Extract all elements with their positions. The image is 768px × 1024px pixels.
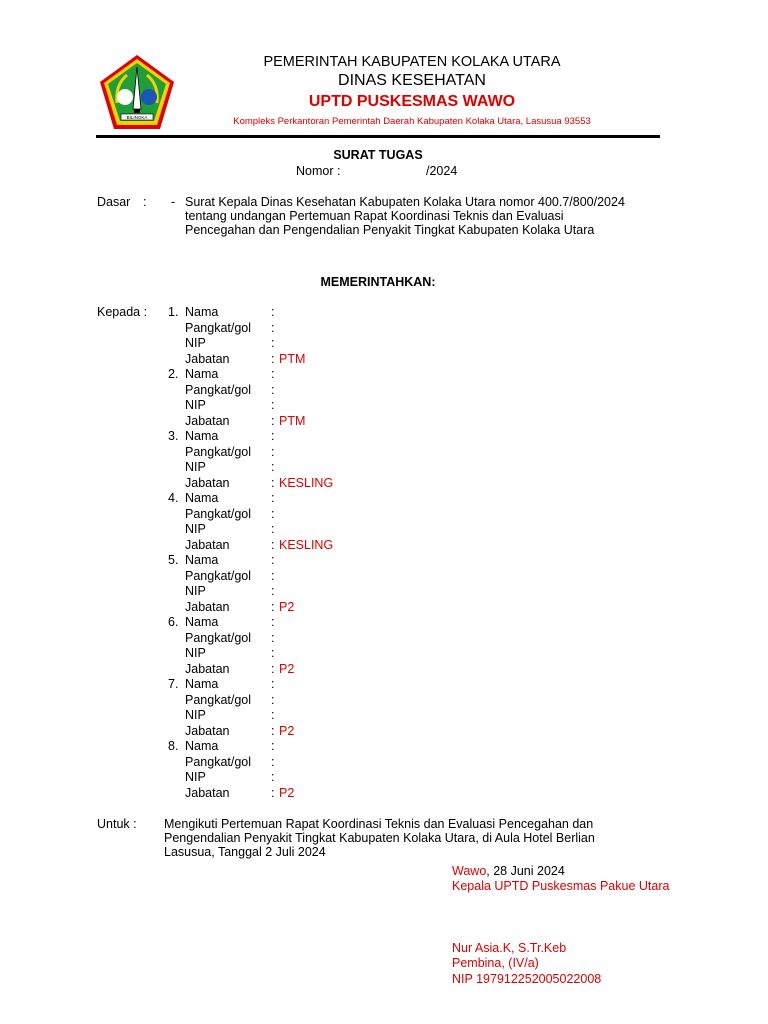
person-field-colon: :: [271, 506, 275, 521]
person-field-colon: :: [271, 367, 275, 381]
person-field-label: Nama: [185, 553, 219, 567]
person-field-label: Nama: [185, 677, 219, 691]
person-jabatan-value: PTM: [279, 413, 306, 428]
signature-name: Nur Asia.K, S.Tr.Keb: [452, 941, 567, 955]
person-number: 3.: [168, 429, 179, 443]
person-field-colon: :: [271, 708, 275, 722]
person-field-label: Nama: [185, 491, 219, 505]
untuk-label: Untuk :: [97, 817, 137, 831]
person-field-colon: :: [271, 351, 275, 366]
command-heading: MEMERINTAHKAN:: [320, 275, 436, 289]
person-jabatan-value: P2: [279, 599, 295, 614]
person-field-colon: :: [271, 646, 275, 660]
person-number: 5.: [168, 553, 179, 567]
person-field-label: Nama: [185, 615, 219, 629]
person-field-colon: :: [271, 429, 275, 443]
person-field-colon: :: [271, 723, 275, 738]
person-number: 8.: [168, 739, 179, 753]
person-field-label: Nama: [185, 429, 219, 443]
person-field-colon: :: [271, 336, 275, 350]
person-field-colon: :: [271, 770, 275, 784]
person-field-label: Pangkat/gol: [185, 382, 252, 397]
dasar-label: Dasar: [97, 195, 131, 209]
person-field-label: NIP: [185, 336, 206, 350]
person-field-label: NIP: [185, 398, 206, 412]
person-field-label: Jabatan: [185, 785, 230, 800]
person-field-label: Pangkat/gol: [185, 692, 252, 707]
person-field-colon: :: [271, 475, 275, 490]
person-jabatan-value: P2: [279, 785, 295, 800]
person-field-label: Jabatan: [185, 413, 230, 428]
dasar-line: Pencegahan dan Pengendalian Penyakit Tingkat Kabupaten Kolaka Utara: [185, 223, 595, 237]
person-field-colon: :: [271, 677, 275, 691]
person-jabatan-value: KESLING: [279, 475, 334, 490]
person-field-colon: :: [271, 568, 275, 583]
header-unit: UPTD PUSKESMAS WAWO: [308, 93, 516, 110]
person-field-label: NIP: [185, 770, 206, 784]
person-field-colon: :: [271, 491, 275, 505]
person-field-label: NIP: [185, 708, 206, 722]
person-field-label: NIP: [185, 584, 206, 598]
person-field-label: Jabatan: [185, 475, 230, 490]
signature-nip: NIP 197912252005022008: [452, 972, 602, 986]
signature-place: Wawo: [452, 864, 487, 878]
nomor-label: Nomor :: [296, 164, 341, 178]
letter-title: SURAT TUGAS: [333, 148, 423, 162]
person-field-label: NIP: [185, 646, 206, 660]
person-field-label: NIP: [185, 460, 206, 474]
person-field-label: Pangkat/gol: [185, 444, 252, 459]
person-field-colon: :: [271, 444, 275, 459]
person-jabatan-value: P2: [279, 661, 295, 676]
person-field-colon: :: [271, 522, 275, 536]
person-field-colon: :: [271, 615, 275, 629]
person-field-label: Pangkat/gol: [185, 506, 252, 521]
person-field-label: Pangkat/gol: [185, 320, 252, 335]
person-field-colon: :: [271, 305, 275, 319]
person-field-colon: :: [271, 320, 275, 335]
person-field-label: Jabatan: [185, 599, 230, 614]
person-field-colon: :: [271, 739, 275, 753]
person-field-label: Nama: [185, 739, 219, 753]
untuk-line: Pengendalian Penyakit Tingkat Kabupaten Kolaka Utara, di Aula Hotel Berlian: [164, 831, 595, 845]
untuk-line: Mengikuti Pertemuan Rapat Koordinasi Teknis dan Evaluasi Pencegahan dan: [164, 817, 594, 831]
person-field-colon: :: [271, 398, 275, 412]
person-field-colon: :: [271, 537, 275, 552]
person-number: 6.: [168, 615, 179, 629]
signature-date: , 28 Juni 2024: [486, 864, 565, 878]
person-field-label: Nama: [185, 305, 219, 319]
person-field-colon: :: [271, 754, 275, 769]
kepada-label: Kepada :: [97, 305, 148, 319]
header-divider: [96, 135, 660, 138]
nomor-value: /2024: [426, 164, 458, 178]
person-field-label: Pangkat/gol: [185, 754, 252, 769]
signature-rank: Pembina, (IV/a): [452, 956, 539, 970]
header-office: DINAS KESEHATAN: [338, 72, 486, 89]
person-field-label: Jabatan: [185, 537, 230, 552]
person-field-colon: :: [271, 584, 275, 598]
person-field-label: Nama: [185, 367, 219, 381]
person-field-colon: :: [271, 599, 275, 614]
person-number: 2.: [168, 367, 179, 381]
person-number: 1.: [168, 305, 179, 319]
logo-motto: BILINGKA: [126, 115, 148, 120]
person-field-colon: :: [271, 661, 275, 676]
person-field-label: Pangkat/gol: [185, 630, 252, 645]
dasar-line: tentang undangan Pertemuan Rapat Koordinasi Teknis dan Evaluasi: [185, 209, 564, 223]
person-field-colon: :: [271, 630, 275, 645]
person-field-label: Jabatan: [185, 661, 230, 676]
person-number: 7.: [168, 677, 179, 691]
dasar-colon: :: [143, 195, 147, 209]
person-jabatan-value: KESLING: [279, 537, 334, 552]
person-field-colon: :: [271, 785, 275, 800]
person-field-colon: :: [271, 382, 275, 397]
header-government: PEMERINTAH KABUPATEN KOLAKA UTARA: [263, 54, 561, 70]
person-jabatan-value: P2: [279, 723, 295, 738]
header-address: Kompleks Perkantoran Pemerintah Daerah Kabupaten Kolaka Utara, Lasusua 93553: [233, 116, 591, 127]
person-number: 4.: [168, 491, 179, 505]
person-field-colon: :: [271, 460, 275, 474]
dasar-line: Surat Kepala Dinas Kesehatan Kabupaten Kolaka Utara nomor 400.7/800/2024: [185, 195, 625, 209]
person-field-colon: :: [271, 553, 275, 567]
untuk-line: Lasusua, Tanggal 2 Juli 2024: [164, 845, 326, 859]
dasar-bullet: -: [171, 195, 176, 209]
signature-position: Kepala UPTD Puskesmas Pakue Utara: [452, 879, 670, 893]
person-field-colon: :: [271, 413, 275, 428]
person-field-label: NIP: [185, 522, 206, 536]
signature-place-date: [452, 864, 565, 878]
person-jabatan-value: PTM: [279, 351, 306, 366]
person-field-label: Jabatan: [185, 351, 230, 366]
person-field-label: Pangkat/gol: [185, 568, 252, 583]
person-field-colon: :: [271, 692, 275, 707]
person-field-label: Jabatan: [185, 723, 230, 738]
